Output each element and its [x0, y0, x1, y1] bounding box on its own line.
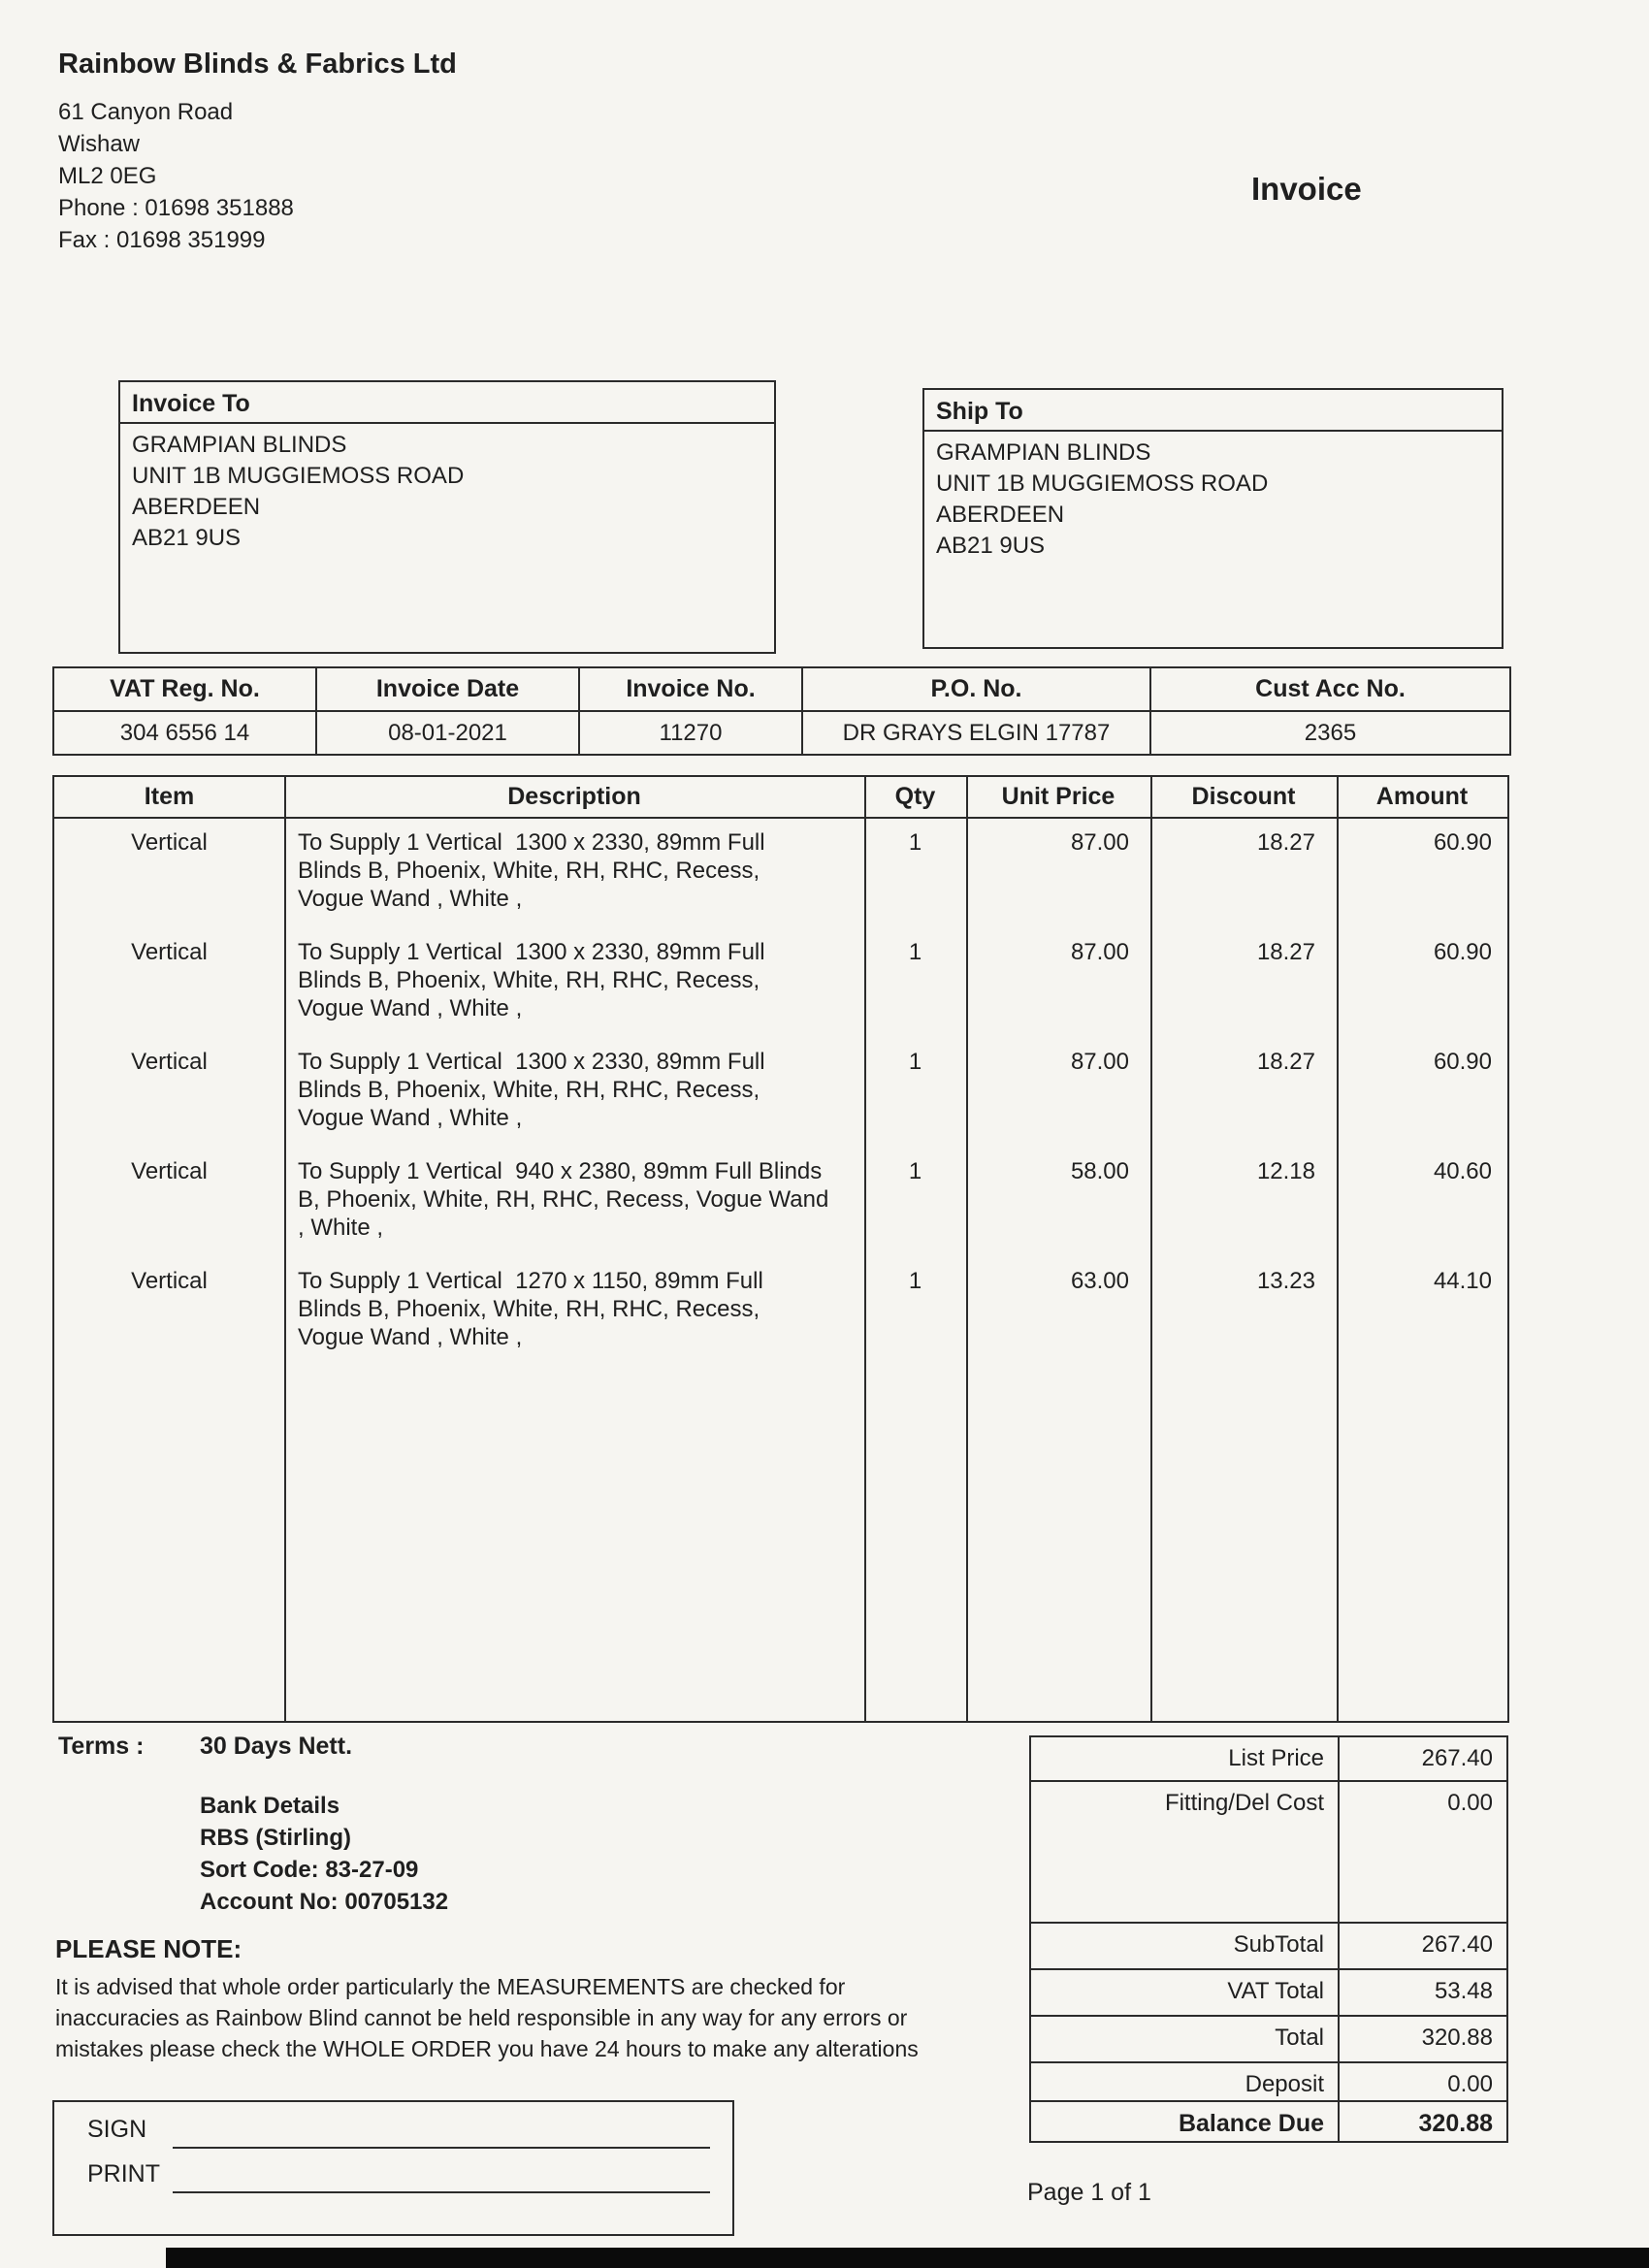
column-divider — [1150, 777, 1152, 1721]
print-label: PRINT — [87, 2160, 160, 2187]
page-number: Page 1 of 1 — [1027, 2179, 1151, 2206]
item-amount: 60.90 — [1433, 1049, 1492, 1075]
item-discount: 18.27 — [1256, 1049, 1315, 1075]
line-item-row — [54, 1267, 1507, 1351]
item-qty: 1 — [908, 1158, 922, 1184]
totals-row-deposit — [1031, 2063, 1506, 2102]
item-type: Vertical — [131, 1268, 208, 1294]
totals-label: Fitting/Del Cost — [1164, 1790, 1324, 1816]
totals-label: Balance Due — [1178, 2110, 1324, 2137]
note-line: It is advised that whole order particularly the MEASUREMENTS are checked for — [55, 1974, 846, 1999]
column-divider — [864, 777, 866, 1721]
totals-row-subtotal — [1031, 1924, 1506, 1970]
item-amount: 60.90 — [1433, 939, 1492, 965]
line-item-row — [54, 1157, 1507, 1242]
item-description-cell — [284, 828, 864, 913]
totals-divider — [1338, 1737, 1340, 2141]
company-name: Rainbow Blinds & Fabrics Ltd — [58, 49, 457, 80]
item-qty: 1 — [908, 829, 922, 856]
item-qty: 1 — [908, 1268, 922, 1294]
item-description-cell — [284, 1048, 864, 1132]
ship-to-line: ABERDEEN — [936, 502, 1065, 528]
item-description: To Supply 1 Vertical 1300 x 2330, 89mm Full Blinds B, Phoenix, White, RH, RHC, Recess, Vogue Wand , White , — [298, 939, 772, 1021]
item-qty: 1 — [908, 1049, 922, 1075]
please-note-text — [55, 1971, 1016, 2064]
item-description-cell — [284, 1267, 864, 1351]
invoice-date-header: Invoice Date — [316, 667, 579, 711]
totals-value: 320.88 — [1418, 2110, 1493, 2137]
unit-price-header: Unit Price — [1001, 783, 1116, 810]
item-type: Vertical — [131, 1049, 208, 1075]
line-item-row — [54, 938, 1507, 1022]
ship-to-box — [922, 388, 1504, 649]
item-description: To Supply 1 Vertical 1270 x 1150, 89mm Full Blinds B, Phoenix, White, RH, RHC, Recess, Vogue Wand , White , — [298, 1268, 770, 1350]
invoice-to-box — [118, 380, 776, 654]
ship-to-line: AB21 9US — [936, 533, 1046, 559]
line-item-row — [54, 1048, 1507, 1132]
invoice-info-table — [52, 666, 1511, 756]
item-unit-price: 87.00 — [1070, 1049, 1129, 1075]
company-address-line: ML2 0EG — [58, 163, 157, 189]
column-divider — [284, 777, 286, 1721]
totals-label: SubTotal — [1233, 1931, 1324, 1958]
signature-box — [52, 2100, 734, 2236]
ship-to-address — [924, 432, 1502, 567]
note-line: inaccuracies as Rainbow Blind cannot be held responsible in any way for any errors or — [55, 2005, 908, 2030]
item-description: To Supply 1 Vertical 1300 x 2330, 89mm Full Blinds B, Phoenix, White, RH, RHC, Recess, Vogue Wand , White , — [298, 1049, 772, 1131]
totals-row-balance-due — [1031, 2102, 1506, 2141]
invoice-to-line: UNIT 1B MUGGIEMOSS ROAD — [132, 463, 465, 489]
totals-label: Total — [1275, 2025, 1324, 2051]
item-amount: 60.90 — [1433, 829, 1492, 856]
cust-acc-header: Cust Acc No. — [1150, 667, 1510, 711]
amount-header: Amount — [1375, 783, 1469, 810]
scan-edge-artifact — [166, 2248, 1649, 2268]
document-title: Invoice — [1251, 171, 1362, 207]
item-qty: 1 — [908, 939, 922, 965]
item-unit-price: 58.00 — [1070, 1158, 1129, 1184]
item-amount: 44.10 — [1433, 1268, 1492, 1294]
please-note-title: PLEASE NOTE: — [55, 1934, 242, 1963]
item-description-cell — [284, 938, 864, 1022]
item-header: Item — [144, 783, 195, 810]
item-discount: 18.27 — [1256, 939, 1315, 965]
ship-to-label: Ship To — [924, 390, 1502, 432]
invoice-to-line: AB21 9US — [132, 525, 242, 551]
invoice-to-line: GRAMPIAN BLINDS — [132, 432, 347, 458]
info-value-row — [53, 711, 1510, 755]
bank-sort-code: Sort Code: 83-27-09 — [200, 1857, 419, 1883]
totals-value: 267.40 — [1421, 1931, 1493, 1958]
ship-to-line: GRAMPIAN BLINDS — [936, 439, 1151, 466]
sign-line — [173, 2147, 710, 2149]
item-description: To Supply 1 Vertical 1300 x 2330, 89mm Full Blinds B, Phoenix, White, RH, RHC, Recess, Vogue Wand , White , — [298, 829, 772, 912]
bank-account-no: Account No: 00705132 — [200, 1889, 449, 1915]
print-line — [173, 2191, 710, 2193]
terms-label: Terms : — [58, 1733, 145, 1760]
item-description-cell — [284, 1157, 864, 1242]
sign-label: SIGN — [87, 2116, 147, 2143]
totals-value: 267.40 — [1421, 1745, 1493, 1771]
totals-label: List Price — [1228, 1745, 1324, 1771]
company-address-line: 61 Canyon Road — [58, 99, 234, 125]
description-header: Description — [507, 783, 641, 810]
terms-value: 30 Days Nett. — [200, 1733, 353, 1760]
item-unit-price: 87.00 — [1070, 829, 1129, 856]
totals-box — [1029, 1735, 1508, 2143]
totals-row-list-price — [1031, 1737, 1506, 1782]
bank-details-heading: Bank Details — [200, 1793, 340, 1819]
item-discount: 12.18 — [1256, 1158, 1315, 1184]
company-header — [58, 49, 457, 256]
cust-acc-value: 2365 — [1150, 711, 1510, 755]
vat-reg-value: 304 6556 14 — [53, 711, 316, 755]
item-description: To Supply 1 Vertical 940 x 2380, 89mm Full Blinds B, Phoenix, White, RH, RHC, Recess, Vogue Wand , White , — [298, 1158, 836, 1241]
company-phone: Phone : 01698 351888 — [58, 195, 294, 221]
totals-label: Deposit — [1245, 2071, 1324, 2097]
column-divider — [966, 777, 968, 1721]
item-type: Vertical — [131, 1158, 208, 1184]
column-divider — [1337, 777, 1339, 1721]
company-address-line: Wishaw — [58, 131, 141, 157]
invoice-no-value: 11270 — [579, 711, 802, 755]
qty-header: Qty — [894, 783, 936, 810]
totals-row-fitting-del — [1031, 1782, 1506, 1924]
item-type: Vertical — [131, 829, 208, 856]
item-amount: 40.60 — [1433, 1158, 1492, 1184]
item-type: Vertical — [131, 939, 208, 965]
invoice-no-header: Invoice No. — [579, 667, 802, 711]
item-discount: 13.23 — [1256, 1268, 1315, 1294]
totals-value: 0.00 — [1447, 1790, 1493, 1816]
invoice-to-line: ABERDEEN — [132, 494, 261, 520]
item-discount: 18.27 — [1256, 829, 1315, 856]
po-no-header: P.O. No. — [802, 667, 1150, 711]
vat-reg-header: VAT Reg. No. — [53, 667, 316, 711]
info-header-row — [53, 667, 1510, 711]
totals-label: VAT Total — [1227, 1978, 1324, 2004]
note-line: mistakes please check the WHOLE ORDER you have 24 hours to make any alterations — [55, 2036, 919, 2061]
totals-row-vat — [1031, 1970, 1506, 2017]
item-unit-price: 87.00 — [1070, 939, 1129, 965]
discount-header: Discount — [1191, 783, 1296, 810]
totals-value: 320.88 — [1421, 2025, 1493, 2051]
ship-to-line: UNIT 1B MUGGIEMOSS ROAD — [936, 470, 1269, 497]
invoice-to-address — [120, 424, 774, 560]
invoice-to-label: Invoice To — [120, 382, 774, 424]
totals-value: 0.00 — [1447, 2071, 1493, 2097]
totals-row-total — [1031, 2017, 1506, 2063]
po-no-value: DR GRAYS ELGIN 17787 — [802, 711, 1150, 755]
totals-value: 53.48 — [1434, 1978, 1493, 2004]
line-items-table — [52, 775, 1509, 1723]
line-item-row — [54, 828, 1507, 913]
bank-name: RBS (Stirling) — [200, 1825, 351, 1851]
item-unit-price: 63.00 — [1070, 1268, 1129, 1294]
items-header-row — [54, 777, 1507, 819]
invoice-date-value: 08-01-2021 — [316, 711, 579, 755]
company-fax: Fax : 01698 351999 — [58, 227, 266, 253]
bank-details — [200, 1790, 448, 1918]
items-body — [54, 819, 1507, 1351]
